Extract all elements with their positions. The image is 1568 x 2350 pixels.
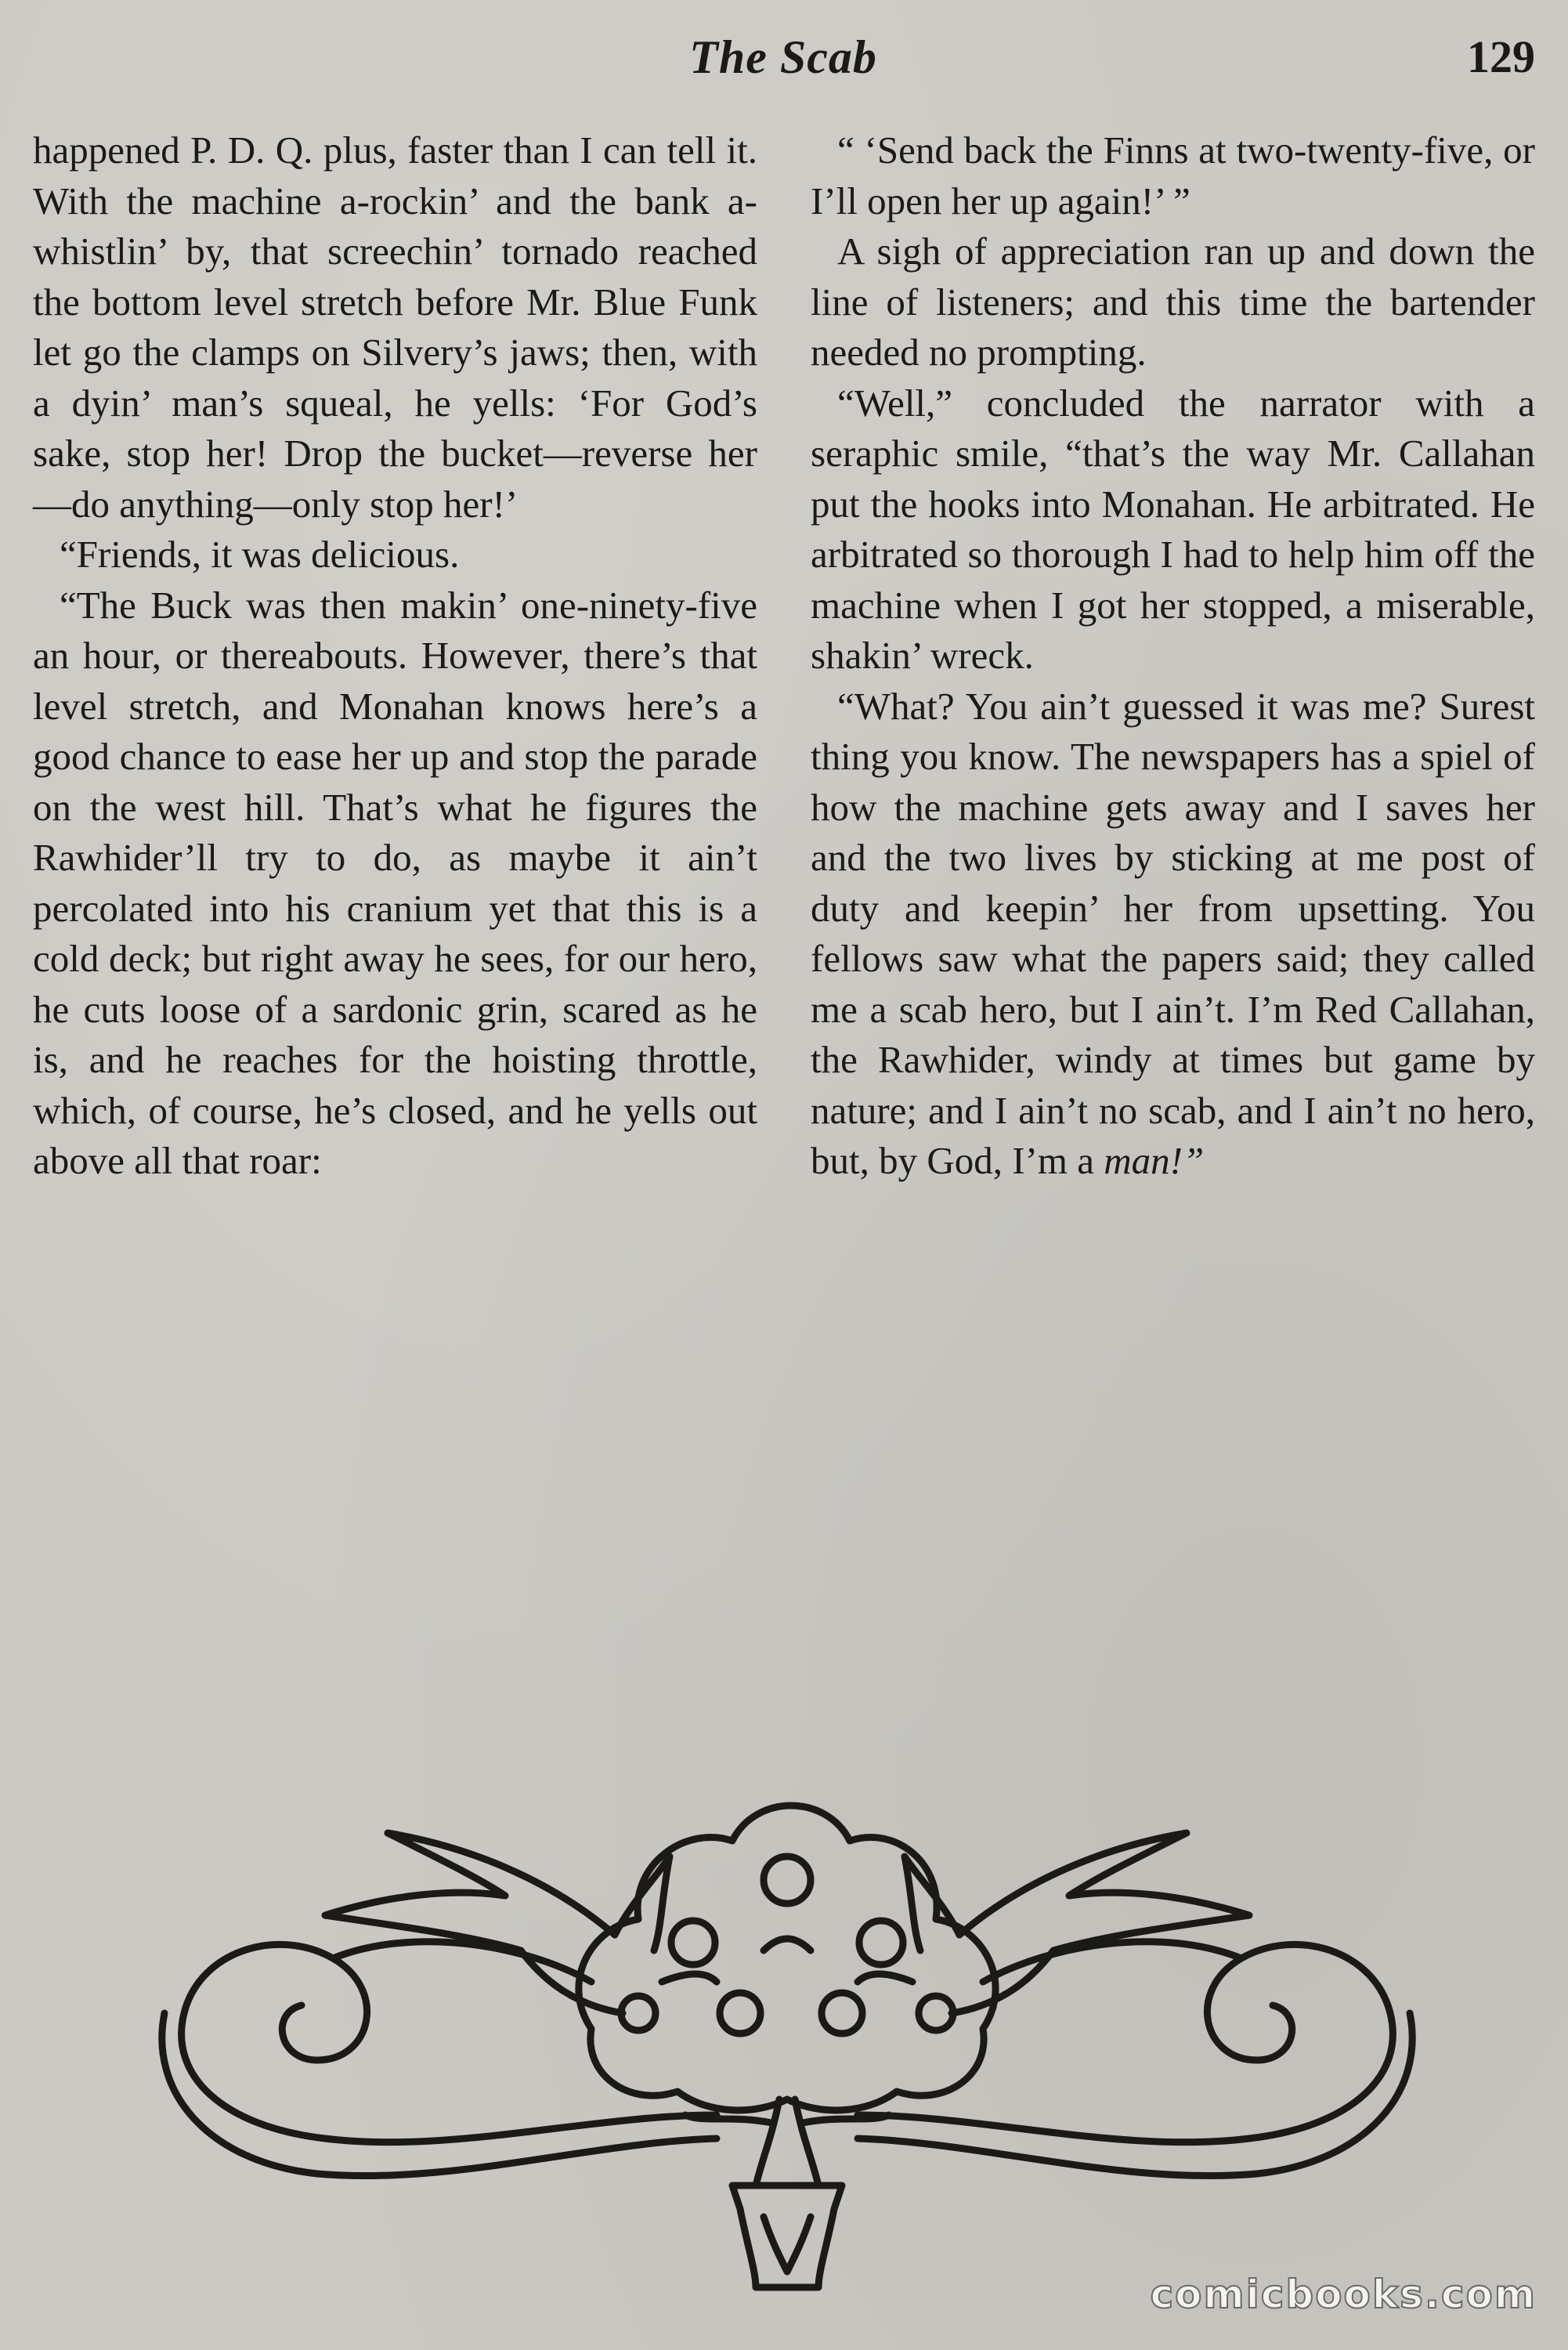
right-column [811,125,1535,1187]
running-title: The Scab [689,31,877,83]
left-column [33,125,757,1187]
paragraph [811,682,1535,1187]
emphasized-word: man!” [1104,1139,1205,1182]
paragraph-text: “What? You ain’t guessed it was me? Surest thing you know. The newspapers has a spiel of how the machine gets away and I saves her and the two lives by sticking at me post of duty and keepin’ her from upsetting. You fellows saw what the papers said; they called me a scab hero, but I ain’t. I’m Red Callahan, the Rawhider, windy at times but game by nature; and I ain’t no scab, and I ain’t no hero, but, by God, I’m a [811,684,1535,1182]
paragraph: A sigh of appreciation ran up and down the line of listeners; and this time the bartender needed no prompting. [811,230,1535,374]
paragraph: “Well,” concluded the narrator with a seraphic smile, “that’s the way Mr. Callahan put the hooks into Monahan. He arbitrated. He arbitrated so thorough I had to help him off the machine when I got her stopped, a miserable, shakin’ wreck. [811,381,1535,677]
page-number: 129 [1467,31,1535,82]
paragraph: “The Buck was then makin’ one-ninety-five an hour, or thereabouts. However, there’s that level stretch, and Monahan knows here’s a good chance to ease her up and stop the parade on the west hill. That’s what he figures the Rawhider’ll try to do, as maybe it ain’t percolated into his cranium yet that this is a cold deck; but right away he sees, for our hero, he cuts loose of a sardonic grin, scared as he is, and he reaches for the hoisting throttle, which, of course, he’s closed, and he yells out above all that roar: [33,583,757,1182]
paragraph: “Friends, it was delicious. [60,533,460,576]
watermark-logo: comicbooks.com [1150,2272,1537,2317]
paragraph: “ ‘Send back the Finns at two-twenty-five, or I’ll open her up again!’ ” [811,128,1535,222]
floral-tree-with-birds-and-scrolls-icon [153,1747,1422,2295]
page-header [31,30,1535,92]
paragraph: happened P. D. Q. plus, faster than I can tell it. With the machine a-rockin’ and the bank a-whistlin’ by, that screechin’ tornado reached the bottom level stretch before Mr. Blue Funk let go the clamps on Silvery’s jaws; then, with a dyin’ man’s squeal, he yells: ‘For God’s sake, stop her! Drop the bucket—reverse her—do anything—only stop her!’ [33,128,757,526]
